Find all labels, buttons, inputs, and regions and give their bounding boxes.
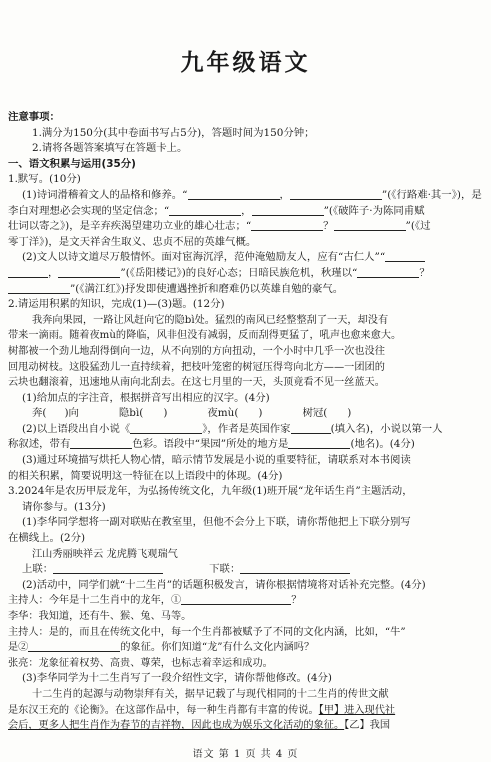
- passage-line: 云块也翻滚着，迅速地从南向北刮去。在这七月里的一天，头顶竟看不见一丝蓝天。: [8, 377, 385, 389]
- dialog-line: 主持人：今年是十二生肖中的龙年，① ？: [8, 595, 302, 607]
- intro-text: 十二生肖的起源与动物崇拜有关，据早记载了与现代相同的十二生肖的传世文献: [32, 688, 389, 700]
- q1-line: ”(《满江红》)抒发即使遭遇挫折和磨难仍以英雄自勉的豪气。: [8, 282, 486, 298]
- blank: [28, 640, 120, 652]
- dialog-line: 张亮：龙象征着权势、高贵、尊荣，也标志着幸运和成功。: [8, 657, 273, 669]
- blank: [240, 562, 350, 574]
- page-title: 九年级语文: [180, 50, 311, 76]
- section-heading: 一、语文积累与运用(35分): [8, 157, 136, 170]
- dialog-line: 是② 的象征。你们知道“龙”有什么文化内涵吗？: [8, 642, 315, 654]
- blank: [252, 204, 324, 216]
- blank: [251, 219, 323, 231]
- blank: [53, 562, 163, 574]
- dialog-line: 主持人：是的，而且在传统文化中，每一个生肖都被赋予了不同的文化内涵，比如，“牛”: [8, 626, 406, 638]
- blank: [385, 250, 425, 262]
- blank: [8, 282, 70, 294]
- note-item-2: 2.请将各题答案填写在答题卡上。: [32, 142, 188, 155]
- q1-line: (1)诗词滑稽着文人的品格和修养。“ ， ”(《行路难·其一》)，是: [22, 188, 482, 201]
- passage-line: 回甩动树枝。这股猛劲儿一直持续着，把枝叶笼密的树冠压得弯向北方——一团团的: [8, 361, 385, 373]
- blank: [58, 266, 120, 278]
- q2-part1-items: 奔( )向 隐bì( ) 夜mù( ) 树冠( ): [32, 407, 352, 420]
- passage-line: 我奔向果园，一路让风赶向它的隐bì处。猛烈的南风已经整整刮了一天，却没有: [32, 314, 389, 326]
- intro-text: 是东汉王充的《论衡》。在这部作品中，每一种生肖都有丰富的传说。【甲】进入现代社: [8, 704, 396, 716]
- blank: [188, 188, 280, 200]
- q1-line: ， ”(《岳阳楼记》)的良好心态；日暗民族危机，秋瑾以“ ？: [8, 266, 486, 282]
- q2-part3: (3)通过环境描写烘托人物心情，暗示情节发展是小说的重要特征，请联系对本书阅读: [22, 454, 411, 467]
- q2-part2: 称叙述，带有 色彩。语段中“果园”所处的地方是 (地名)。(4分): [8, 438, 415, 451]
- q2-title: 2.请运用积累的知识，完成(1)—(3)题。(12分): [8, 298, 225, 311]
- q3-title: 请你参与。(13分): [22, 500, 106, 513]
- blank: [70, 437, 132, 449]
- notes-heading: 注意事项：: [8, 111, 60, 123]
- passage-line: 树都被一个劲儿地刮得倒向一边，从不向别的方向扭动，一个小时中几乎一次也没往: [8, 345, 385, 357]
- blank: [357, 266, 419, 278]
- blank: [169, 204, 241, 216]
- page-footer: 语文 第 1 页 共 4 页: [192, 749, 299, 760]
- blank: [334, 219, 406, 231]
- dialog-line: 李华：我知道，还有牛、猴、兔、马等。: [8, 611, 192, 622]
- blank: [290, 188, 382, 200]
- couplet-answer: 上联： 下联：: [8, 562, 486, 578]
- q3-part1: (1)李华同学想将一副对联贴在教室里，但他不会分上下联，请你帮他把上下联分别写: [22, 516, 411, 529]
- blank: [291, 422, 331, 434]
- q1-title: 1.默写。(10分): [8, 173, 81, 186]
- q1-line: 壮词以寄之》)，是辛弃疾渴望建功立业的雄心壮志；“ ？ ”(《过: [8, 220, 431, 233]
- q3-title: 3.2024年是农历甲辰龙年，为弘扬传统文化，九年级(1)班开展“龙年话生肖”主题活动，: [8, 485, 413, 498]
- blank: [130, 422, 202, 434]
- intro-text: 会后，更多人把生肖作为春节的吉祥物，因此也成为娱乐文化活动的象征。【乙】我国: [8, 720, 391, 732]
- q1-line: 李白对理想必会实现的坚定信念；“ ， ”(《破阵子·为陈同甫赋: [8, 204, 425, 217]
- exam-body: [8, 110, 486, 734]
- q2-part2: (2)以上语段出自小说《 》，作者是英国作家 (填入名)，小说以第一人: [22, 422, 443, 435]
- q3-part1: 在横线上。(2分): [8, 532, 86, 545]
- blank: [288, 437, 350, 449]
- blank: [181, 593, 291, 605]
- q1-line: (2)文人以诗文道尽万般情怀。面对宦海沉浮，范仲淹勉励友人，应有“古仁人”“: [8, 250, 486, 266]
- couplet: 江山秀丽映祥云 龙虎腾飞观瑞气: [32, 548, 178, 560]
- q1-line: 零丁洋》)，是文天祥舍生取义、忠贞不屈的英雄气概。: [8, 235, 257, 248]
- passage-line: 带来一滴雨。随着夜mù的降临，风非但没有减弱，反而刮得更猛了，吼声也愈来愈大。: [8, 330, 402, 342]
- note-item-1: 1.满分为150分(其中卷面书写占5分)，答题时间为150分钟；: [32, 126, 315, 139]
- q2-part3: 的相关积累，简要说明这一特征在以上语段中的体现。(4分): [8, 469, 283, 482]
- q3-part2: (2)活动中，同学们就“十二生肖”的话题积极发言，请你根据情境将对话补充完整。(4分): [22, 578, 426, 591]
- q2-part1: (1)给加点的字注音，根据拼音写出相应的汉字。(4分): [22, 391, 270, 404]
- blank: [8, 266, 48, 278]
- q3-part3: (3)李华同学为十二生肖写了一段介绍性文字，请你帮他修改。(4分): [22, 672, 332, 685]
